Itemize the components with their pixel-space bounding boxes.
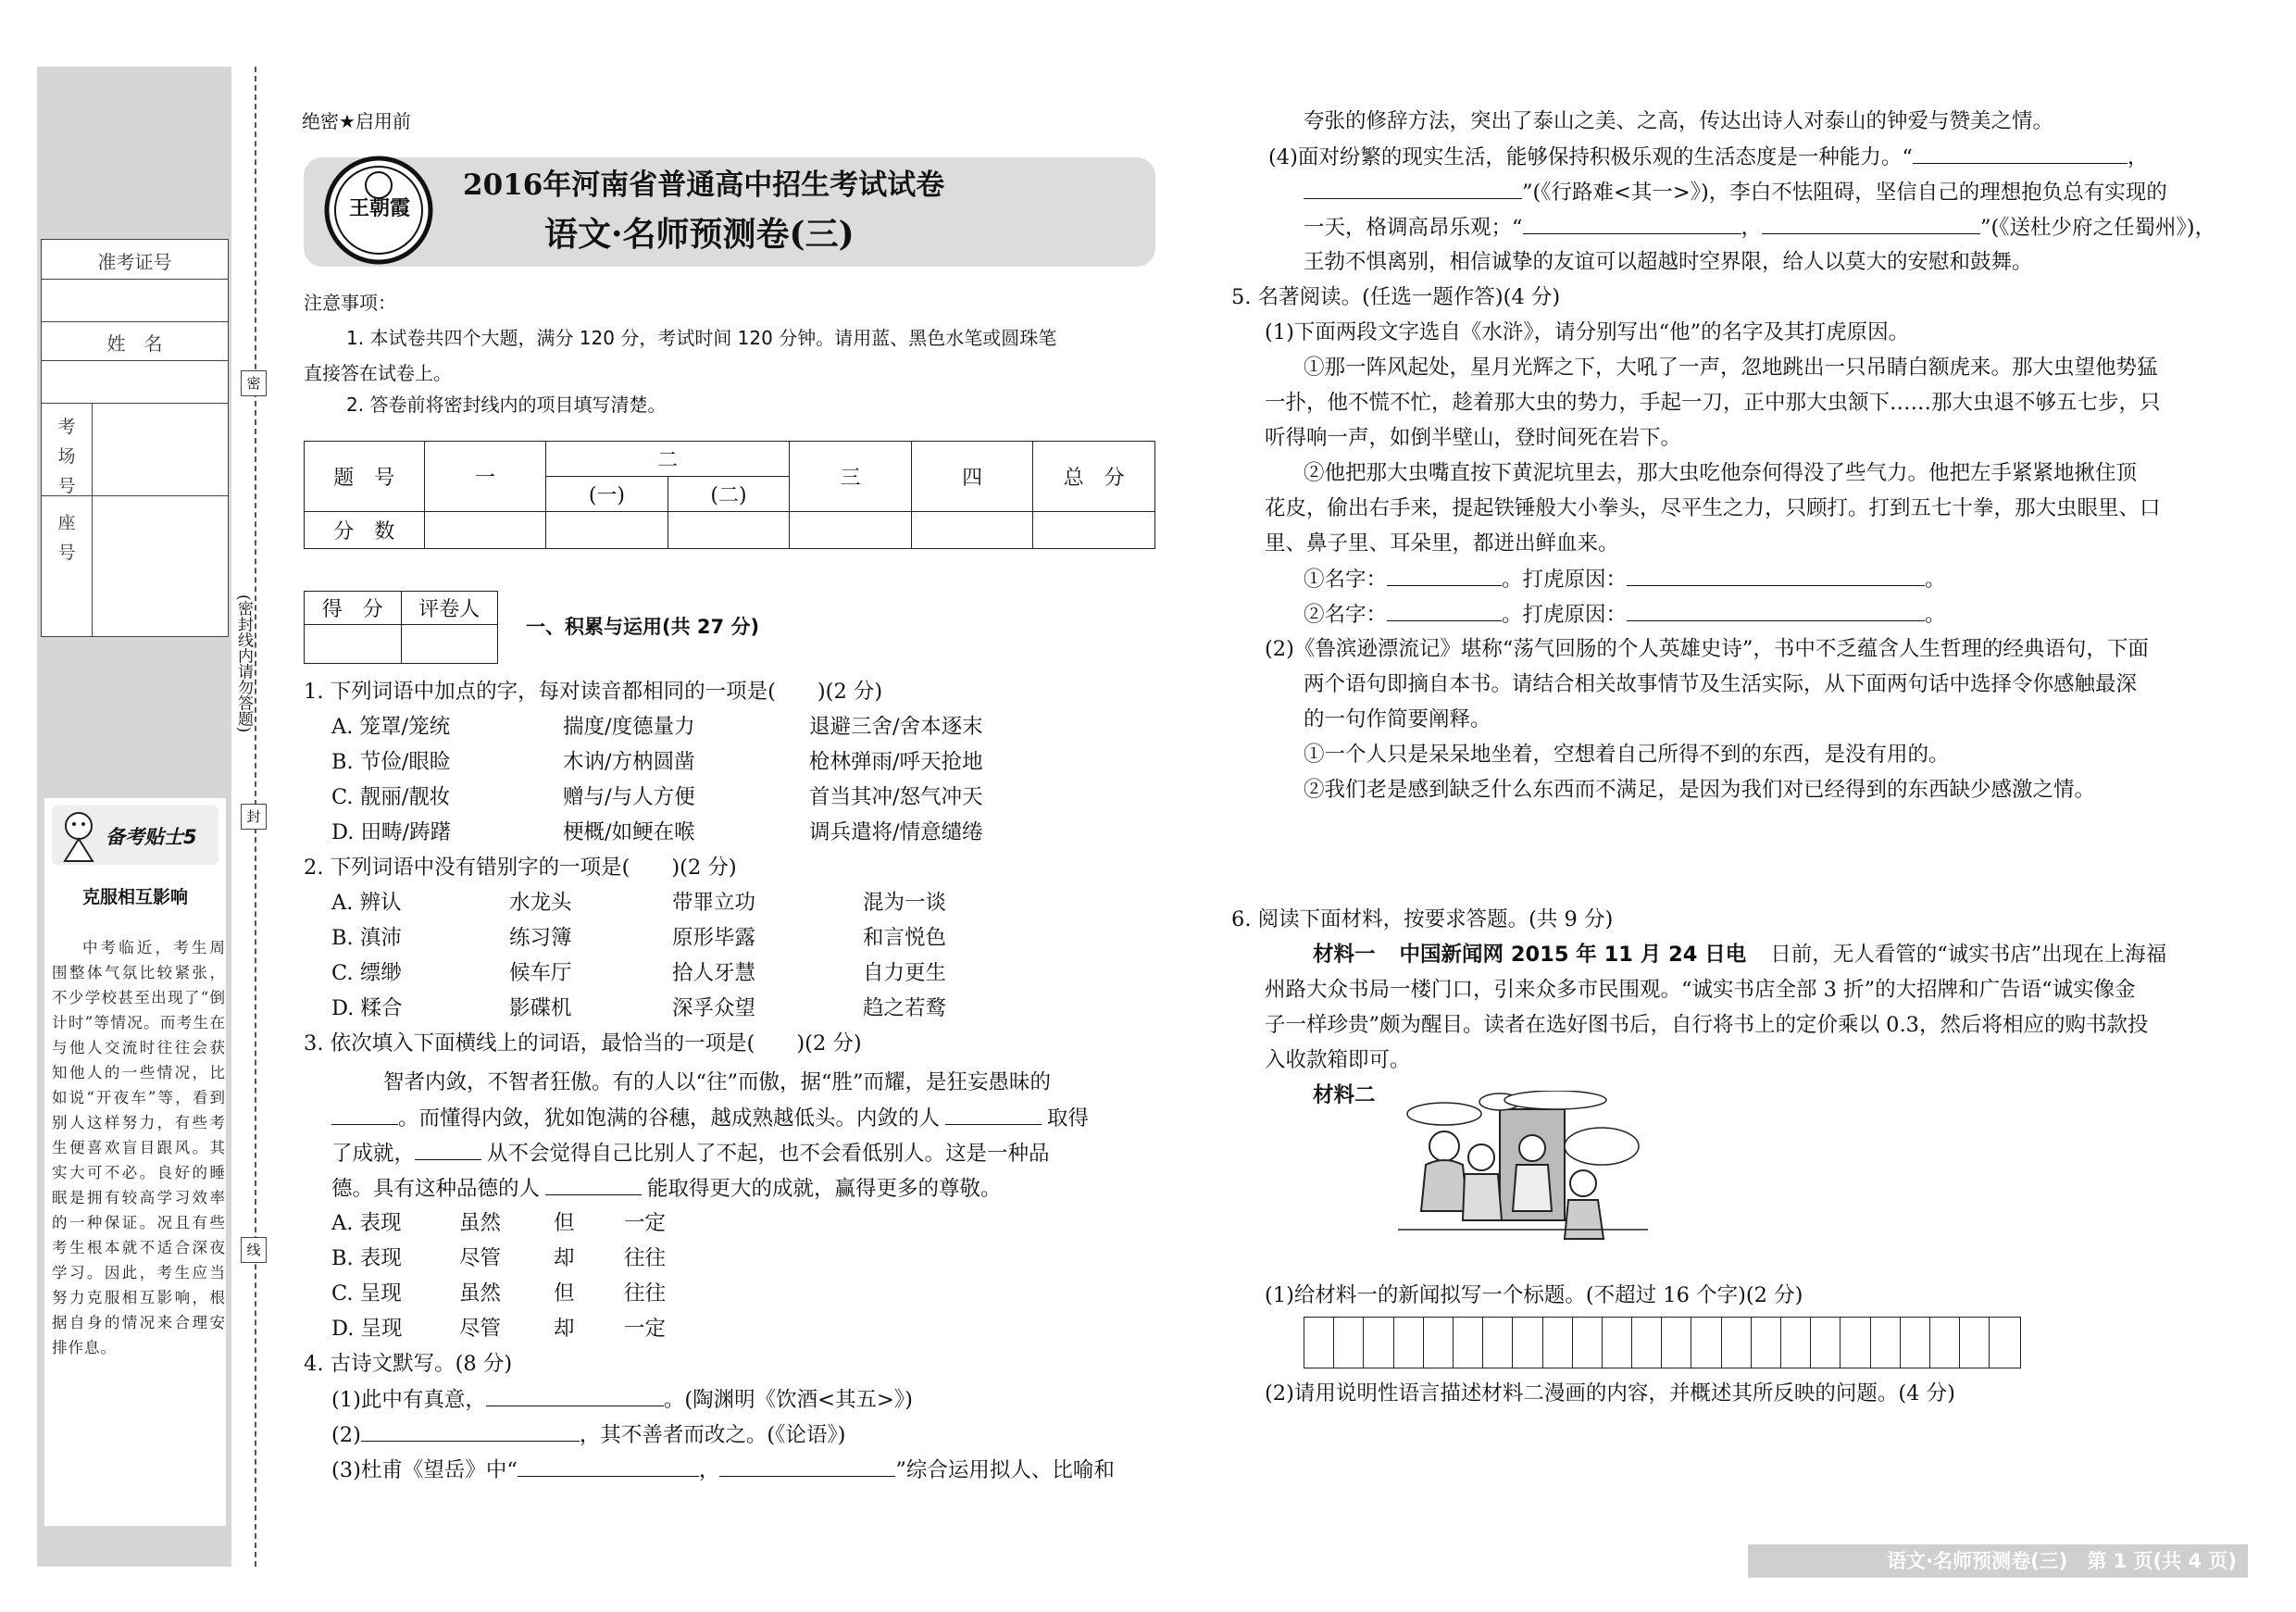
answer-cell[interactable] <box>1513 1318 1542 1368</box>
q2-d-3: 深孚众望 <box>672 996 756 1020</box>
answer-cell[interactable] <box>1603 1318 1632 1368</box>
q2-c-3: 拾人牙慧 <box>672 961 756 985</box>
q5-b1: ②他把那大虫嘴直按下黄泥坑里去，那大虫吃他奈何得没了些气力。他把左手紧紧地揪住顶 <box>1304 461 2138 485</box>
q3-d-2: 尽管 <box>459 1317 502 1341</box>
score-cell[interactable] <box>546 512 668 549</box>
confidential-mark: 绝密★启用前 <box>302 110 411 132</box>
q3-c-1: C. 呈现 <box>331 1281 402 1306</box>
q6-m2-label: 材料二 <box>1313 1083 1376 1107</box>
th-3: 三 <box>790 442 912 512</box>
q3-p3a: 了成就， <box>331 1142 416 1166</box>
th-no: 题 号 <box>305 442 425 512</box>
seal-char-feng: 封 <box>241 804 267 830</box>
th-2b: (二) <box>668 477 790 512</box>
q3-b-3: 却 <box>554 1246 575 1270</box>
q3-c-2: 虽然 <box>459 1281 502 1306</box>
grader-score-cell[interactable] <box>305 625 402 664</box>
grader-name-cell[interactable] <box>401 625 498 664</box>
q3-c-4: 往往 <box>624 1281 667 1306</box>
q4-s4c: ”(《行路难<其一>》)，李白不怯阻碍，坚信自己的理想抱负总有实现的 <box>1522 181 2167 205</box>
note-2: 2. 答卷前将密封线内的项目填写清楚。 <box>346 394 667 416</box>
q1-d-2: 梗概/如鲠在喉 <box>563 820 695 844</box>
grader-box <box>304 591 498 664</box>
q6-m1c: 子一样珍贵”颇为醒目。读者在选好图书后，自行将书上的定价乘以 0.3，然后将相应的购书款投 <box>1265 1013 2149 1037</box>
score-cell[interactable] <box>911 512 1033 549</box>
row-score-label: 分 数 <box>305 512 425 549</box>
q4-s4f: ”(《送杜少府之任蜀州》)， <box>1980 216 2216 240</box>
score-cell[interactable] <box>668 512 790 549</box>
q1-d-3: 调兵遣将/情意缱绻 <box>809 820 983 844</box>
tip-title: 备考贴士5 <box>106 826 197 848</box>
q1-stem: 1. 下列词语中加点的字，每对读音都相同的一项是( )(2 分) <box>304 680 883 704</box>
tip-body: 中考临近，考生周围整体气氛比较紧张，不少学校甚至出现了“倒计时”等情况。而考生在与他人交流时往往会获知他人的一些情况，比如说“开夜车”等，看到别人这样努力，有些考生便喜欢盲目跟风。其实大可不必。良好的睡眠是拥有较高学习效率的一种保证。况且有些考生根本就不适合深夜学习。因此，考生应当努力克服相互影响，根据自身的情况来合理安排作息。 <box>52 939 226 1356</box>
q4-s4d: 一天，格调高昂乐观；“ <box>1304 216 1523 240</box>
q3-b-2: 尽管 <box>459 1246 502 1270</box>
q1-c-2: 赠与/与人方便 <box>563 785 695 809</box>
q6-m1b: 州路大众书局一楼门口，引来众多市民围观。“诚实书店全部 3 折”的大招牌和广告语“诚实像金 <box>1265 978 2136 1002</box>
q1-a-1: A. 笼罩/笼统 <box>331 715 451 739</box>
q5-f2c: 。 <box>1925 603 1946 627</box>
q5-name-blank-1[interactable] <box>1387 565 1502 586</box>
q4-blank-3[interactable] <box>518 1456 699 1477</box>
q4-s2a: (2) <box>331 1423 361 1447</box>
score-cell[interactable] <box>424 512 546 549</box>
q3-c-3: 但 <box>554 1281 575 1306</box>
q3-blank-1[interactable] <box>331 1104 398 1125</box>
q4-s4g: 王勃不惧离别，相信诚挚的友谊可以超越时空界限，给人以莫大的安慰和鼓舞。 <box>1304 250 2033 274</box>
q1-c-3: 首当其冲/怒气冲天 <box>809 785 983 809</box>
q3-d-1: D. 呈现 <box>331 1317 403 1341</box>
answer-cell[interactable] <box>1960 1318 1990 1368</box>
q3-p4b: 能取得更大的成就，赢得更多的尊敬。 <box>647 1177 1002 1201</box>
q3-p2b: 取得 <box>1047 1106 1090 1131</box>
q3-a-1: A. 表现 <box>331 1211 402 1235</box>
q5-b3: 里、鼻子里、耳朵里，都迸出鲜血来。 <box>1265 531 1619 556</box>
q6-sub1: (1)给材料一的新闻拟写一个标题。(不超过 16 个字)(2 分) <box>1265 1283 1803 1307</box>
q3-blank-2[interactable] <box>945 1104 1042 1125</box>
room-label: 考场号 <box>57 417 76 496</box>
score-table <box>304 441 1155 549</box>
q6-m1-label: 材料一 <box>1313 943 1376 967</box>
q4-blank-5[interactable] <box>1913 143 2128 164</box>
answer-cell[interactable] <box>1930 1318 1960 1368</box>
q3-a-2: 虽然 <box>459 1211 502 1235</box>
q5-reason-blank-2[interactable] <box>1627 600 1925 621</box>
q3-a-3: 但 <box>554 1211 575 1235</box>
th-2a: (一) <box>546 477 668 512</box>
q4-s4e: ， <box>1741 216 1763 240</box>
answer-cell[interactable] <box>1394 1318 1424 1368</box>
q4-s3c: ”综合运用拟人、比喻和 <box>895 1458 1115 1482</box>
exam-id-label: 准考证号 <box>97 251 172 273</box>
q4-s2b: ，其不善者而改之。(《论语》) <box>579 1423 846 1447</box>
q3-blank-3[interactable] <box>415 1139 481 1160</box>
q5-q2c: 的一句作简要阐释。 <box>1304 707 1491 731</box>
q3-p3b: 从不会觉得自己比别人了不起，也不会看低别人。这是一种品 <box>487 1142 1050 1166</box>
q4-s4a: (4)面对纷繁的现实生活，能够保持积极乐观的生活态度是一种能力。“ <box>1268 145 1913 169</box>
grader-label: 评卷人 <box>401 592 498 625</box>
q1-c-1: C. 靓丽/靓妆 <box>331 785 451 809</box>
th-2: 二 <box>546 442 790 477</box>
q3-p2a: 。而懂得内敛，犹如饱满的谷穗，越成熟越低头。内敛的人 <box>398 1106 941 1131</box>
q5-a1: ①那一阵风起处，星月光辉之下，大吼了一声，忽地跳出一只吊睛白额虎来。那大虫望他势猛 <box>1304 356 2158 380</box>
q3-p1: 智者内敛，不智者狂傲。有的人以“往”而傲，据“胜”而耀，是狂妄愚昧的 <box>383 1070 1052 1094</box>
answer-cell[interactable] <box>1871 1318 1901 1368</box>
q2-c-4: 自力更生 <box>863 961 947 985</box>
answer-cell[interactable] <box>1722 1318 1752 1368</box>
q3-blank-4[interactable] <box>545 1174 642 1195</box>
q5-f1a: ①名字： <box>1304 568 1388 592</box>
q2-b-4: 和言悦色 <box>863 926 947 950</box>
title-answer-grid[interactable] <box>1304 1317 2021 1368</box>
cartoon-illustration <box>1398 1091 1648 1254</box>
q2-d-1: D. 糅合 <box>331 996 403 1020</box>
exam-subtitle: 语文·名师预测卷(三) <box>544 215 855 254</box>
seal-char-xian: 线 <box>241 1237 267 1263</box>
q5-stem: 5. 名著阅读。(任选一题作答)(4 分) <box>1231 285 1561 309</box>
answer-cell[interactable] <box>1632 1318 1662 1368</box>
q1-a-3: 退避三舍/舍本逐末 <box>809 715 983 739</box>
q5-q2a: (2)《鲁滨逊漂流记》堪称“荡气回肠的个人英雄史诗”，书中不乏蕴含人生哲理的经典语句，下面 <box>1265 637 2149 661</box>
q4-s4b: ， <box>2127 145 2149 169</box>
tip-heading: 克服相互影响 <box>81 887 188 907</box>
th-1: 一 <box>424 442 546 512</box>
seat-label: 座号 <box>57 513 76 563</box>
q6-sub2: (2)请用说明性语言描述材料二漫画的内容，并概述其所反映的问题。(4 分) <box>1265 1381 1955 1406</box>
answer-cell[interactable] <box>1424 1318 1454 1368</box>
q4-s3a: (3)杜甫《望岳》中“ <box>331 1458 518 1482</box>
q4-s3d: 夸张的修辞方法，突出了泰山之美、之高，传达出诗人对泰山的钟爱与赞美之情。 <box>1304 109 2054 133</box>
q5-name-blank-2[interactable] <box>1387 600 1502 621</box>
answer-cell[interactable] <box>1483 1318 1513 1368</box>
seal-char-mi: 密 <box>241 370 267 396</box>
q3-b-4: 往往 <box>624 1246 667 1270</box>
q5-r2: ②我们老是感到缺乏什么东西而不满足，是因为我们对已经得到的东西缺少感激之情。 <box>1304 778 2096 802</box>
q5-a2: 一扑，他不慌不忙，趁着那大虫的势力，手起一刀，正中那大虫颔下……那大虫退不够五七步，只 <box>1265 391 2161 415</box>
q5-r1: ①一个人只是呆呆地坐着，空想着自己所得不到的东西，是没有用的。 <box>1304 743 1950 767</box>
section-1-heading: 一、积累与运用(共 27 分) <box>526 616 760 638</box>
answer-cell[interactable] <box>1811 1318 1841 1368</box>
answer-cell[interactable] <box>1334 1318 1364 1368</box>
q3-b-1: B. 表现 <box>331 1246 402 1270</box>
name-label: 姓 名 <box>106 332 163 355</box>
q5-f2b: 。打虎原因： <box>1502 603 1628 627</box>
q5-f2a: ②名字： <box>1304 603 1388 627</box>
q2-a-3: 带罪立功 <box>672 891 756 915</box>
q5-b2: 花皮，偷出右手来，提起铁锤般大小拳头，尽平生之力，只顾打。打到五七十拳，那大虫眼里、口 <box>1265 496 2161 520</box>
answer-cell[interactable] <box>1454 1318 1483 1368</box>
answer-cell[interactable] <box>1781 1318 1811 1368</box>
q5-a3: 听得响一声，如倒半壁山，登时间死在岩下。 <box>1265 426 1682 450</box>
q4-blank-7[interactable] <box>1523 213 1741 234</box>
answer-cell[interactable] <box>1691 1318 1721 1368</box>
q6-m1a: 日前，无人看管的“诚实书店”出现在上海福 <box>1770 943 2167 967</box>
q2-c-2: 候车厅 <box>509 961 572 985</box>
q2-b-1: B. 滇沛 <box>331 926 402 950</box>
q5-q2b: 两个语句即摘自本书。请结合相关故事情节及生活实际，从下面两句话中选择令你感触最深 <box>1304 672 2138 696</box>
q5-f1c: 。 <box>1925 568 1946 592</box>
q6-stem: 6. 阅读下面材料，按要求答题。(共 9 分) <box>1231 907 1614 931</box>
q2-b-2: 练习簿 <box>509 926 572 950</box>
q4-s3b: ， <box>698 1458 720 1482</box>
q4-blank-2[interactable] <box>361 1420 580 1442</box>
candidate-info-box <box>41 239 229 637</box>
note-1b: 直接答在试卷上。 <box>304 362 452 384</box>
note-1a: 1. 本试卷共四个大题，满分 120 分，考试时间 120 分钟。请用蓝、黑色水笔或圆珠笔 <box>346 327 1057 349</box>
q1-b-3: 枪林弹雨/呼天抢地 <box>809 750 983 774</box>
q4-s1a: (1)此中有真意， <box>331 1388 486 1412</box>
q5-reason-blank-1[interactable] <box>1627 565 1925 586</box>
exam-title: 2016年河南省普通高中招生考试试卷 <box>463 169 945 202</box>
q4-blank-8[interactable] <box>1762 213 1980 234</box>
q2-a-2: 水龙头 <box>509 891 572 915</box>
answer-cell[interactable] <box>1901 1318 1930 1368</box>
q4-blank-6[interactable] <box>1304 178 1522 199</box>
q1-b-1: B. 节俭/眼睑 <box>331 750 451 774</box>
q3-stem: 3. 依次填入下面横线上的词语，最恰当的一项是( )(2 分) <box>304 1031 862 1056</box>
answer-cell[interactable] <box>1662 1318 1691 1368</box>
q2-c-1: C. 缥缈 <box>331 961 402 985</box>
q2-d-2: 影碟机 <box>509 996 572 1020</box>
score-cell[interactable] <box>1033 512 1155 549</box>
notes-heading: 注意事项： <box>304 292 396 314</box>
answer-cell[interactable] <box>1841 1318 1870 1368</box>
q3-d-4: 一定 <box>624 1317 667 1341</box>
answer-cell[interactable] <box>1364 1318 1393 1368</box>
q6-m1d: 入收款箱即可。 <box>1265 1048 1411 1072</box>
answer-cell[interactable] <box>1990 1318 2019 1368</box>
answer-cell[interactable] <box>1304 1318 1334 1368</box>
q4-blank-4[interactable] <box>719 1456 895 1477</box>
q2-stem: 2. 下列词语中没有错别字的一项是( )(2 分) <box>304 856 737 880</box>
q1-b-2: 木讷/方枘圆凿 <box>563 750 695 774</box>
th-total: 总 分 <box>1033 442 1155 512</box>
q4-s1b: 。(陶渊明《饮酒<其五>》) <box>663 1388 913 1412</box>
answer-cell[interactable] <box>1543 1318 1573 1368</box>
q4-blank-1[interactable] <box>486 1385 664 1406</box>
q1-a-2: 揣度/度德量力 <box>563 715 695 739</box>
score-cell[interactable] <box>790 512 912 549</box>
tip-banner <box>52 806 218 865</box>
q5-f1b: 。打虎原因： <box>1502 568 1628 592</box>
q1-d-1: D. 田畴/踌躇 <box>331 820 452 844</box>
q6-m1-source: 中国新闻网 2015 年 11 月 24 日电 <box>1399 943 1747 967</box>
q3-d-3: 却 <box>554 1317 575 1341</box>
q2-a-1: A. 辨认 <box>331 891 402 915</box>
seal-note: (密封线内请勿答题) <box>234 594 253 733</box>
answer-cell[interactable] <box>1752 1318 1781 1368</box>
q3-p4a: 德。具有这种品德的人 <box>331 1177 541 1201</box>
answer-cell[interactable] <box>1573 1318 1603 1368</box>
page-footer: 语文·名师预测卷(三) 第 1 页(共 4 页) <box>1748 1544 2248 1578</box>
grader-score-label: 得 分 <box>305 592 402 625</box>
q5-p1: (1)下面两段文字选自《水浒》，请分别写出“他”的名字及其打虎原因。 <box>1265 320 1910 344</box>
q3-a-4: 一定 <box>624 1211 667 1235</box>
logo-text: 王朝霞 <box>348 196 410 220</box>
q2-d-4: 趋之若鹜 <box>863 996 947 1020</box>
q4-stem: 4. 古诗文默写。(8 分) <box>304 1352 513 1376</box>
mascot-icon <box>56 807 102 863</box>
th-4: 四 <box>911 442 1033 512</box>
q2-b-3: 原形毕露 <box>672 926 756 950</box>
q2-a-4: 混为一谈 <box>863 891 947 915</box>
